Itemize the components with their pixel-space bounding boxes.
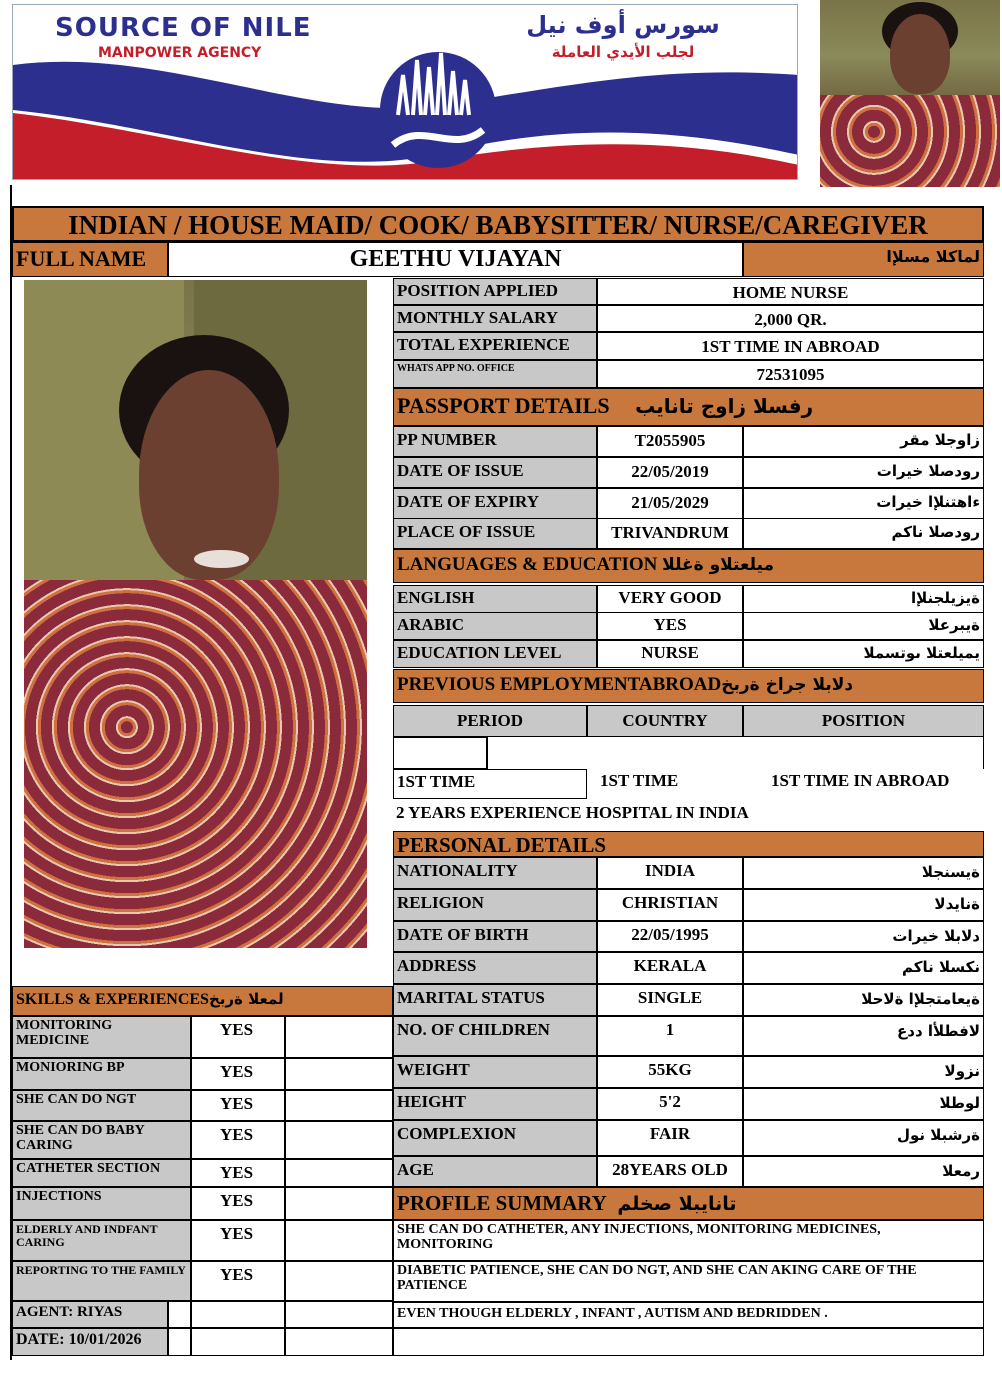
personal-row-arabic: دلابلا خيرات bbox=[743, 921, 984, 952]
profile-blank-row bbox=[393, 1328, 984, 1356]
personal-row-value: 28YEARS OLD bbox=[597, 1156, 743, 1187]
position-row-label: MONTHLY SALARY bbox=[393, 305, 597, 332]
employment-blank-cell bbox=[487, 737, 984, 769]
personal-row-label: NATIONALITY bbox=[393, 857, 597, 889]
candidate-thumbnail-photo bbox=[820, 0, 1000, 187]
agent-blank-cell bbox=[191, 1301, 285, 1328]
language-row-arabic: ةيبرعلا bbox=[743, 612, 984, 640]
personal-row-arabic: لوطلا bbox=[743, 1088, 984, 1120]
personal-row-value: 55KG bbox=[597, 1056, 743, 1088]
personal-heading: PERSONAL DETAILS bbox=[393, 831, 984, 857]
personal-row-arabic: ةيسنجلا bbox=[743, 857, 984, 889]
skill-row-value: YES bbox=[191, 1058, 285, 1090]
profile-line: SHE CAN DO CATHETER, ANY INJECTIONS, MONITORING MEDICINES, MONITORING bbox=[393, 1220, 984, 1261]
profile-heading-ar: تانايبلا صخلم bbox=[617, 1193, 737, 1215]
languages-heading-en: LANGUAGES & EDUCATION bbox=[397, 554, 658, 575]
employment-col-period: PERIOD bbox=[393, 705, 587, 737]
passport-row-arabic: رودصلا ناكم bbox=[743, 518, 984, 549]
skill-row-label: CATHETER SECTION bbox=[12, 1159, 191, 1187]
skill-row-blank bbox=[285, 1090, 393, 1121]
personal-row-label: RELIGION bbox=[393, 889, 597, 921]
personal-row-value: 1 bbox=[597, 1016, 743, 1056]
profile-heading-en: PROFILE SUMMARY bbox=[397, 1191, 607, 1215]
date-blank-cell bbox=[285, 1328, 393, 1356]
language-row-arabic: يميلعتلا ىوتسملا bbox=[743, 640, 984, 668]
language-row-value: NURSE bbox=[597, 640, 743, 668]
date-blank-cell bbox=[168, 1328, 191, 1356]
skill-row-value: YES bbox=[191, 1090, 285, 1121]
logo-name-ar: سورس أوف نيل bbox=[526, 11, 720, 39]
position-row-label: WHATS APP NO. OFFICE bbox=[393, 360, 597, 388]
position-row-value: 1ST TIME IN ABROAD bbox=[597, 332, 984, 360]
full-name-arabic: لماكلا مسلإا bbox=[743, 242, 984, 277]
employment-heading-ar: دلابلا جراخ ةربخ bbox=[721, 675, 854, 695]
position-row-label: POSITION APPLIED bbox=[393, 278, 597, 305]
personal-row-arabic: نكسلا ناكم bbox=[743, 952, 984, 984]
employment-heading-en: PREVIOUS EMPLOYMENTABROAD bbox=[397, 674, 722, 695]
position-row-value: 2,000 QR. bbox=[597, 305, 984, 332]
employment-row-period: 1ST TIME bbox=[393, 769, 587, 799]
profile-line: EVEN THOUGH ELDERLY , INFANT , AUTISM AND BEDRIDDEN . bbox=[393, 1302, 984, 1328]
personal-row-label: NO. OF CHILDREN bbox=[393, 1016, 597, 1056]
personal-row-value: CHRISTIAN bbox=[597, 889, 743, 921]
agent-blank-cell bbox=[168, 1301, 191, 1328]
personal-row-value: FAIR bbox=[597, 1120, 743, 1156]
passport-row-label: DATE OF EXPIRY bbox=[393, 488, 597, 519]
personal-row-value: 5'2 bbox=[597, 1088, 743, 1120]
personal-row-label: ADDRESS bbox=[393, 952, 597, 984]
skill-row-blank bbox=[285, 1159, 393, 1187]
personal-row-arabic: رمعلا bbox=[743, 1156, 984, 1187]
passport-row-arabic: رودصلا خيرات bbox=[743, 457, 984, 488]
skill-row-label: SHE CAN DO BABY CARING bbox=[12, 1121, 191, 1159]
position-row-value: 72531095 bbox=[597, 360, 984, 388]
passport-row-label: PP NUMBER bbox=[393, 426, 597, 457]
skill-row-blank bbox=[285, 1121, 393, 1159]
agency-logo-banner bbox=[12, 4, 798, 180]
profile-line: DIABETIC PATIENCE, SHE CAN DO NGT, AND SHE CAN AKING CARE OF THE PATIENCE bbox=[393, 1261, 984, 1302]
personal-row-label: WEIGHT bbox=[393, 1056, 597, 1088]
skill-row-value: YES bbox=[191, 1187, 285, 1220]
skill-row-blank bbox=[285, 1220, 393, 1261]
passport-heading-en: PASSPORT DETAILS bbox=[397, 393, 610, 418]
personal-row-arabic: لافطلأا ددع bbox=[743, 1016, 984, 1056]
candidate-main-photo bbox=[24, 280, 367, 948]
skill-row-label: MONIORING BP bbox=[12, 1058, 191, 1090]
skill-row-value: YES bbox=[191, 1016, 285, 1058]
personal-row-label: MARITAL STATUS bbox=[393, 984, 597, 1016]
personal-row-value: KERALA bbox=[597, 952, 743, 984]
skills-heading-en: SKILLS & EXPERIENCES bbox=[16, 991, 209, 1008]
language-row-value: YES bbox=[597, 612, 743, 640]
skill-row-blank bbox=[285, 1016, 393, 1058]
document-title: INDIAN / HOUSE MAID/ COOK/ BABYSITTER/ NURSE/CAREGIVER bbox=[12, 206, 984, 242]
skill-row-blank bbox=[285, 1058, 393, 1090]
language-row-label: ARABIC bbox=[393, 612, 597, 640]
agent-label: AGENT: RIYAS bbox=[12, 1301, 168, 1328]
employment-note: 2 YEARS EXPERIENCE HOSPITAL IN INDIA bbox=[393, 799, 984, 831]
position-row-value: HOME NURSE bbox=[597, 278, 984, 305]
skill-row-label: MONITORING MEDICINE bbox=[12, 1016, 191, 1058]
skills-heading bbox=[12, 986, 393, 1016]
languages-heading bbox=[393, 549, 984, 583]
personal-row-label: HEIGHT bbox=[393, 1088, 597, 1120]
employment-col-position: POSITION bbox=[743, 705, 984, 737]
language-row-arabic: ةيزيلجنلإا bbox=[743, 585, 984, 613]
position-row-label: TOTAL EXPERIENCE bbox=[393, 332, 597, 360]
date-blank-cell bbox=[191, 1328, 285, 1356]
languages-heading-ar: ميلعتلاو ةغللا bbox=[662, 555, 774, 575]
personal-row-label: DATE OF BIRTH bbox=[393, 921, 597, 952]
passport-row-arabic: زاوجلا مقر bbox=[743, 426, 984, 457]
passport-heading-ar: رفسلا زاوج تانايب bbox=[635, 394, 814, 418]
logo-sub-en: MANPOWER AGENCY bbox=[98, 45, 262, 61]
skill-row-label: REPORTING TO THE FAMILY bbox=[12, 1261, 191, 1301]
skill-row-label: INJECTIONS bbox=[12, 1187, 191, 1220]
language-row-value: VERY GOOD bbox=[597, 585, 743, 613]
skill-row-value: YES bbox=[191, 1121, 285, 1159]
passport-row-value: 22/05/2019 bbox=[597, 457, 743, 488]
employment-row-position: 1ST TIME IN ABROAD bbox=[768, 769, 984, 799]
profile-heading bbox=[393, 1187, 984, 1220]
passport-row-value: TRIVANDRUM bbox=[597, 518, 743, 549]
skill-row-label: SHE CAN DO NGT bbox=[12, 1090, 191, 1121]
language-row-label: EDUCATION LEVEL bbox=[393, 640, 597, 668]
skill-row-value: YES bbox=[191, 1220, 285, 1261]
skill-row-value: YES bbox=[191, 1261, 285, 1301]
personal-row-label: AGE bbox=[393, 1156, 597, 1187]
personal-row-arabic: ةرشبلا نول bbox=[743, 1120, 984, 1156]
language-row-label: ENGLISH bbox=[393, 585, 597, 613]
employment-blank-cell bbox=[393, 737, 487, 769]
skill-row-blank bbox=[285, 1187, 393, 1220]
passport-row-value: T2055905 bbox=[597, 426, 743, 457]
passport-row-arabic: ءاهتنلإا خيرات bbox=[743, 488, 984, 519]
passport-row-label: PLACE OF ISSUE bbox=[393, 518, 597, 549]
employment-col-country: COUNTRY bbox=[587, 705, 743, 737]
document-date: DATE: 10/01/2026 bbox=[12, 1328, 168, 1356]
personal-row-value: INDIA bbox=[597, 857, 743, 889]
passport-row-value: 21/05/2029 bbox=[597, 488, 743, 519]
skill-row-label: ELDERLY AND INDFANT CARING bbox=[12, 1220, 191, 1261]
employment-heading bbox=[393, 669, 984, 703]
full-name-label: FULL NAME bbox=[12, 242, 168, 277]
agent-blank-cell bbox=[285, 1301, 393, 1328]
personal-row-arabic: ةنايدلا bbox=[743, 889, 984, 921]
skills-heading-ar: لمعلا ةربخ bbox=[208, 990, 284, 1008]
logo-sub-ar: لجلب الأيدي العاملة bbox=[551, 43, 695, 61]
skill-row-blank bbox=[285, 1261, 393, 1301]
passport-row-label: DATE OF ISSUE bbox=[393, 457, 597, 488]
skill-row-value: YES bbox=[191, 1159, 285, 1187]
personal-row-arabic: نزولا bbox=[743, 1056, 984, 1088]
personal-row-value: 22/05/1995 bbox=[597, 921, 743, 952]
passport-heading bbox=[393, 388, 984, 426]
personal-row-value: SINGLE bbox=[597, 984, 743, 1016]
employment-row-country: 1ST TIME bbox=[597, 769, 743, 799]
full-name-value: GEETHU VIJAYAN bbox=[168, 242, 743, 277]
personal-row-label: COMPLEXION bbox=[393, 1120, 597, 1156]
personal-row-arabic: ةيعامتجلإا ةلاحلا bbox=[743, 984, 984, 1016]
logo-name-en: SOURCE OF NILE bbox=[55, 13, 312, 43]
